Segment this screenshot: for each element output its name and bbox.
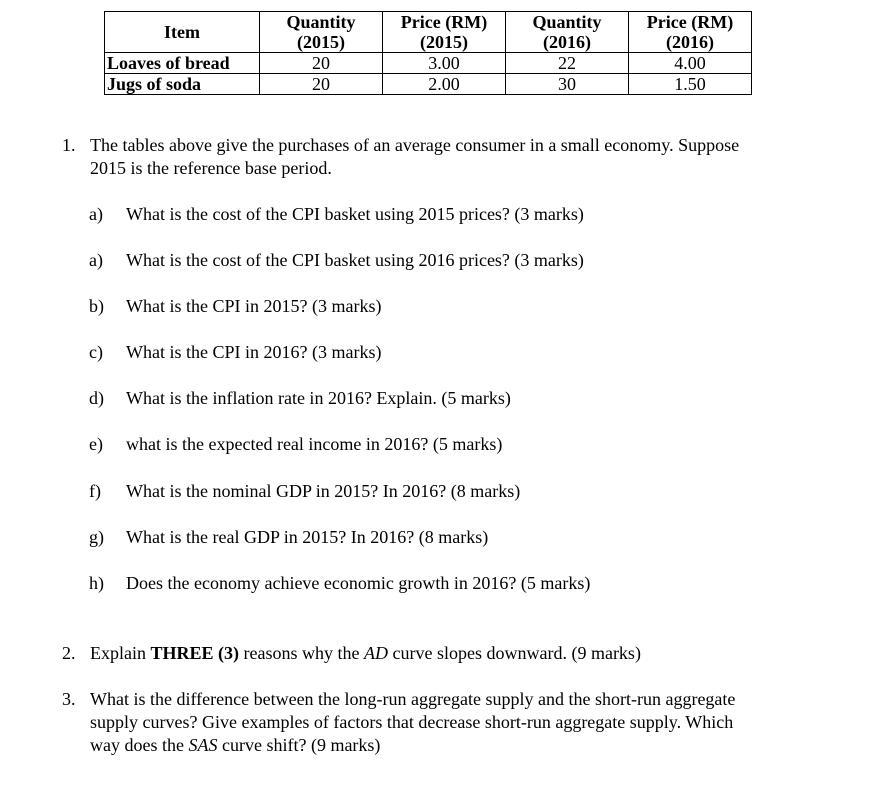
sub-question-text: What is the cost of the CPI basket using 2016 prices? (3 marks) bbox=[126, 250, 584, 270]
sub-question-label: b) bbox=[89, 296, 104, 316]
table-cell: 3.00 bbox=[383, 53, 506, 74]
emphasis-italic: SAS bbox=[188, 735, 218, 755]
table-cell: 20 bbox=[260, 53, 383, 74]
question-text-part: curve shift? (9 marks) bbox=[217, 735, 381, 755]
table-header-row bbox=[105, 12, 752, 53]
question-number: 2. bbox=[62, 643, 76, 663]
question-text bbox=[90, 642, 641, 664]
sub-question-text: What is the nominal GDP in 2015? In 2016? (8 marks) bbox=[126, 481, 521, 501]
sub-question-label: f) bbox=[89, 481, 101, 501]
question-number: 1. bbox=[62, 135, 76, 155]
table-cell: 2.00 bbox=[383, 74, 506, 95]
table-cell: 22 bbox=[506, 53, 629, 74]
table-cell: 1.50 bbox=[629, 74, 752, 95]
sub-question-label: a) bbox=[89, 204, 103, 224]
emphasis-bold: THREE (3) bbox=[150, 643, 240, 663]
sub-question-label: g) bbox=[89, 527, 104, 547]
sub-question-text: What is the CPI in 2016? (3 marks) bbox=[126, 342, 382, 362]
table-cell-item: Loaves of bread bbox=[105, 53, 260, 74]
sub-question-text: What is the inflation rate in 2016? Explain. (5 marks) bbox=[126, 388, 511, 408]
sub-question-label: h) bbox=[89, 573, 104, 593]
question-text-line: The tables above give the purchases of an average consumer in a small economy. Suppose bbox=[90, 135, 740, 155]
sub-question-label: d) bbox=[89, 388, 104, 408]
header-quantity-2015: Quantity (2015) bbox=[260, 12, 383, 53]
table-row bbox=[105, 74, 752, 95]
question-text-part: Explain bbox=[90, 643, 151, 663]
sub-question-text: What is the real GDP in 2015? In 2016? (8 marks) bbox=[126, 527, 489, 547]
sub-question-text: what is the expected real income in 2016? (5 marks) bbox=[126, 434, 503, 454]
question-text-line: 2015 is the reference base period. bbox=[90, 158, 332, 178]
header-price-2015: Price (RM) (2015) bbox=[383, 12, 506, 53]
sub-question-text: What is the CPI in 2015? (3 marks) bbox=[126, 296, 382, 316]
header-quantity-2016: Quantity (2016) bbox=[506, 12, 629, 53]
table-row bbox=[105, 53, 752, 74]
sub-question-label: a) bbox=[89, 250, 103, 270]
question-text-line bbox=[90, 734, 380, 756]
table-cell: 20 bbox=[260, 74, 383, 95]
question-text-line: What is the difference between the long-run aggregate supply and the short-run aggregate bbox=[90, 689, 736, 709]
sub-question-label: c) bbox=[89, 342, 103, 362]
question-text-part: way does the bbox=[90, 735, 189, 755]
table-cell: 4.00 bbox=[629, 53, 752, 74]
sub-question-text: What is the cost of the CPI basket using 2015 prices? (3 marks) bbox=[126, 204, 584, 224]
question-text-part: curve slopes downward. (9 marks) bbox=[388, 643, 641, 663]
sub-question-text: Does the economy achieve economic growth in 2016? (5 marks) bbox=[126, 573, 591, 593]
header-price-2016: Price (RM) (2016) bbox=[629, 12, 752, 53]
purchases-table bbox=[104, 11, 752, 95]
sub-question-label: e) bbox=[89, 434, 103, 454]
table-cell-item: Jugs of soda bbox=[105, 74, 260, 95]
table-cell: 30 bbox=[506, 74, 629, 95]
question-number: 3. bbox=[62, 689, 76, 709]
question-text-part: reasons why the bbox=[239, 643, 364, 663]
question-text-line: supply curves? Give examples of factors that decrease short-run aggregate supply. Which bbox=[90, 712, 734, 732]
emphasis-italic: AD bbox=[364, 643, 388, 663]
header-item: Item bbox=[105, 12, 260, 53]
